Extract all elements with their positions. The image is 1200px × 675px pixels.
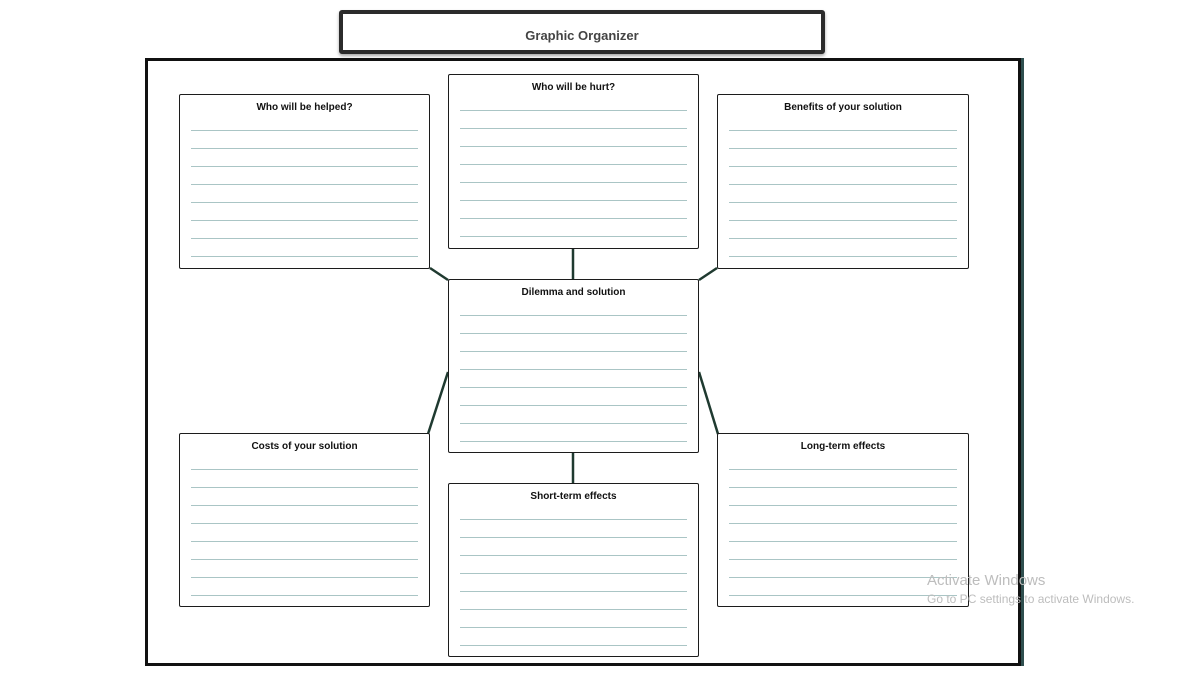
page-title: Graphic Organizer [525, 27, 639, 43]
box-benefits-of-your-solution [717, 94, 969, 269]
box-title-long-term: Long-term effects [800, 441, 886, 452]
connector-benefits-dilemma [699, 268, 717, 280]
connector-longterm-dilemma [699, 372, 718, 434]
writing-lines [191, 130, 418, 274]
box-short-term-effects [448, 483, 699, 657]
box-who-will-be-hurt [448, 74, 699, 249]
writing-lines [191, 469, 418, 613]
box-title-benefits: Benefits of your solution [784, 102, 902, 113]
writing-lines [460, 519, 687, 663]
box-title-helped: Who will be helped? [256, 102, 353, 113]
watermark-title: Activate Windows [927, 572, 1046, 589]
box-title-hurt: Who will be hurt? [531, 82, 616, 93]
box-title-costs: Costs of your solution [251, 441, 358, 452]
box-title-short-term: Short-term effects [530, 491, 617, 502]
box-costs-of-your-solution [179, 433, 430, 607]
writing-lines [729, 469, 957, 613]
box-who-will-be-helped [179, 94, 430, 269]
activate-windows-watermark [927, 572, 1134, 607]
writing-lines [729, 130, 957, 274]
writing-lines [460, 110, 687, 254]
connector-costs-dilemma [428, 372, 448, 434]
box-title-dilemma: Dilemma and solution [521, 287, 626, 298]
writing-lines [460, 315, 687, 459]
watermark-subtitle: Go to PC settings to activate Windows. [927, 592, 1135, 606]
connector-helped-dilemma [430, 268, 448, 280]
box-dilemma-and-solution [448, 279, 699, 453]
